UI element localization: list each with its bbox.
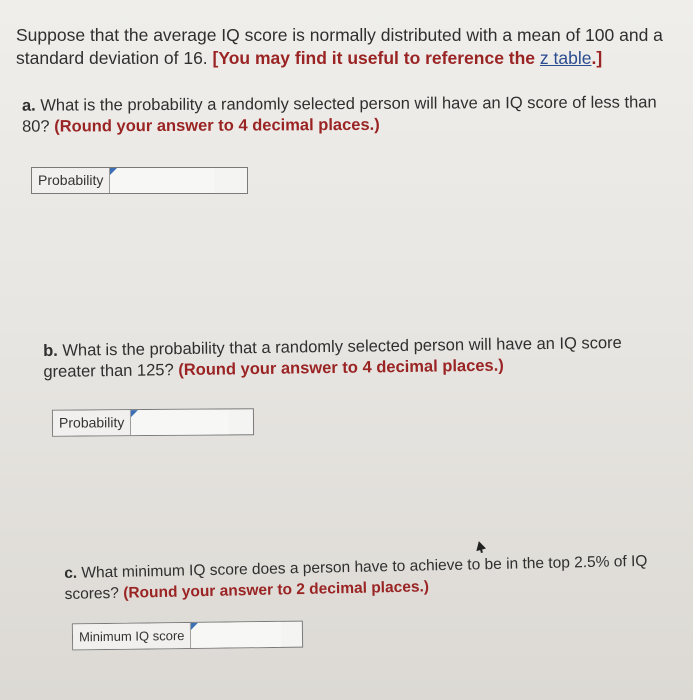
answer-c-row [72, 621, 303, 651]
answer-b-row [52, 408, 254, 436]
question-b-text: What is the probability that a randomly selected person will have an IQ score greater than 125? [43, 333, 622, 381]
answer-a-input[interactable] [110, 168, 214, 193]
question-c-round-note: (Round your answer to 2 decimal places.) [123, 578, 430, 602]
answer-a-corner-marker [110, 168, 117, 175]
mouse-cursor-icon [474, 540, 486, 551]
question-a-round-note: (Round your answer to 4 decimal places.) [54, 115, 380, 136]
hint-text: [You may find it useful to reference the z table.] [212, 48, 603, 68]
answer-c-corner-marker [191, 623, 198, 630]
question-b-label: b. [43, 341, 58, 360]
question-a-label: a. [21, 96, 36, 115]
question-c [64, 550, 675, 605]
question-c-text: What minimum IQ score does a person have to achieve to be in the top 2.5% of IQ scores? [64, 552, 648, 603]
answer-c-input[interactable] [191, 622, 281, 648]
intro-text: Suppose that the average IQ score is normally distributed with a mean of 100 and a standard deviation of 16. [16, 25, 663, 68]
problem-intro [16, 24, 680, 70]
answer-b-input[interactable] [131, 409, 229, 435]
question-a [22, 92, 682, 137]
question-b [43, 332, 674, 383]
answer-c-field-label: Minimum IQ score [73, 623, 192, 649]
question-c-label: c. [64, 564, 78, 582]
answer-b-corner-marker [131, 410, 138, 417]
answer-a-row [31, 167, 248, 194]
z-table-link[interactable]: z table [539, 48, 592, 68]
answer-a-field-label: Probability [32, 168, 110, 193]
question-a-text: What is the probability a randomly selected person will have an IQ score of less than 80? [22, 93, 657, 136]
answer-b-field-label: Probability [53, 410, 132, 436]
question-b-round-note: (Round your answer to 4 decimal places.) [178, 356, 504, 380]
